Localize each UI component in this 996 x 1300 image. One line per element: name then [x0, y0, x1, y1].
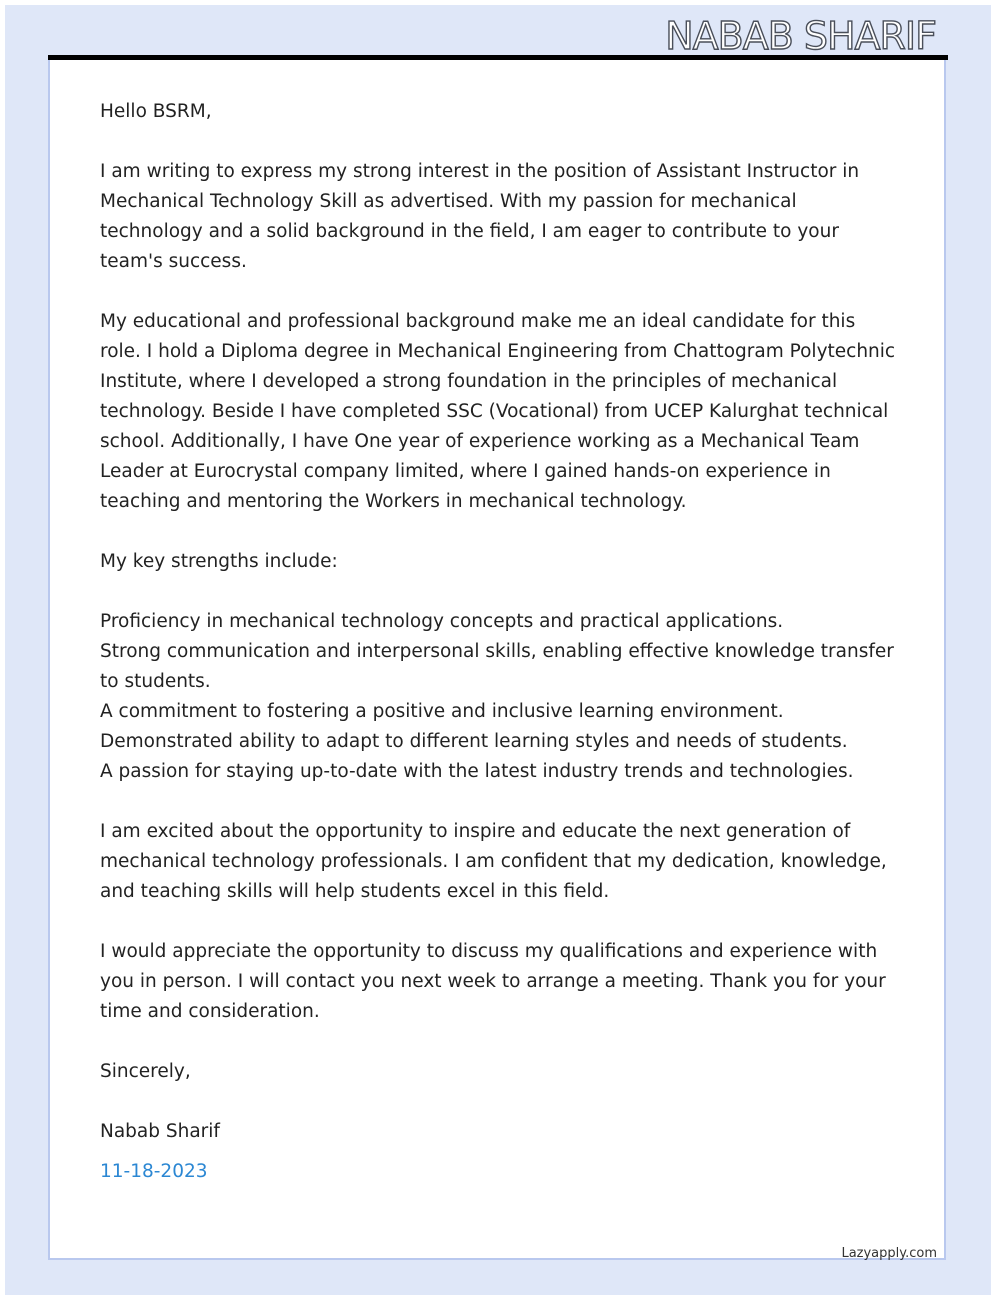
spacer — [100, 517, 900, 547]
letter-date[interactable]: 11-18-2023 — [100, 1161, 208, 1182]
applicant-name-heading: NABAB SHARIF — [665, 14, 936, 58]
strength-item: Strong communication and interpersonal skills, enabling effective knowledge transfer to students. — [100, 641, 894, 692]
spacer — [100, 787, 900, 817]
paragraph-closing: I would appreciate the opportunity to discuss my qualifications and experience with you in person. I will contact you next week to arrange a meeting. Thank you for your time and consideration. — [100, 941, 886, 1022]
paragraph-background: My educational and professional background make me an ideal candidate for this role. I hold a Diploma degree in Mechanical Engineering from Chattogram Polytechnic Institute, where I developed a strong foundation in the principles of mechanical technology. Beside I have completed SSC (Vocational) from UCEP Kalurghat technical school. Additionally, I have One year of experience working as a Mechanical Team Leader at Eurocrystal company limited, where I gained hands-on experience in teaching and mentoring the Workers in mechanical technology. — [100, 311, 896, 512]
strength-item: Proficiency in mechanical technology concepts and practical applications. — [100, 611, 784, 632]
strength-item: A commitment to fostering a positive and inclusive learning environment. — [100, 701, 784, 722]
strengths-intro: My key strengths include: — [100, 551, 338, 572]
greeting: Hello BSRM, — [100, 101, 212, 122]
strength-item: Demonstrated ability to adapt to different learning styles and needs of students. — [100, 731, 848, 752]
spacer — [100, 277, 900, 307]
spacer — [100, 1087, 900, 1117]
paragraph-intro: I am writing to express my strong interest in the position of Assistant Instructor in Mechanical Technology Skill as advertised. With my passion for mechanical technology and a solid background in the field, I am eager to contribute to your team's success. — [100, 161, 860, 272]
spacer — [100, 577, 900, 607]
strength-item: A passion for staying up-to-date with the latest industry trends and technologies. — [100, 761, 854, 782]
spacer — [100, 907, 900, 937]
paragraph-motivation: I am excited about the opportunity to inspire and educate the next generation of mechanical technology professionals. I am confident that my dedication, knowledge, and teaching skills will help students excel in this field. — [100, 821, 887, 902]
signature-name: Nabab Sharif — [100, 1121, 220, 1142]
spacer — [100, 1027, 900, 1057]
spacer — [100, 127, 900, 157]
cover-letter-body — [100, 97, 900, 1187]
closing-salutation: Sincerely, — [100, 1061, 191, 1082]
brand-watermark: Lazyapply.com — [841, 1246, 937, 1261]
